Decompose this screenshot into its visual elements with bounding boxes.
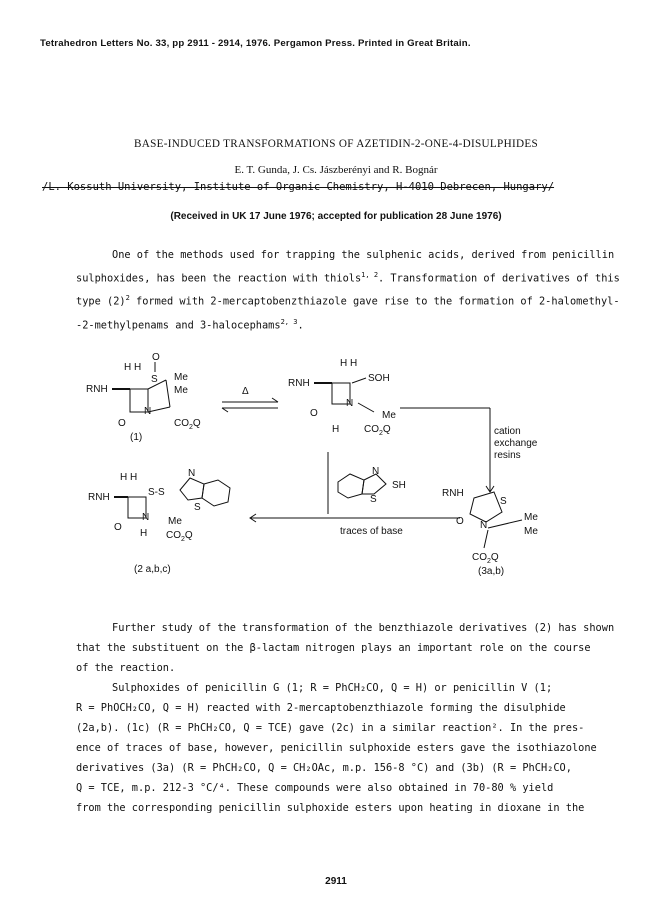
sh-label: SH — [392, 480, 406, 491]
arrow-label: traces of base — [340, 526, 403, 537]
co2q-label: $CO_2Q$ — [364, 424, 391, 437]
text-line: Q = TCE, m.p. 212-3 °C/⁴. These compounds were also obtained in 70-80 % yield — [76, 782, 554, 794]
paragraph-further-study — [76, 618, 615, 678]
svg-text:CO2Q — [174, 418, 201, 431]
text-line: that the substituent on the β-lactam nitrogen plays an important role on the course — [76, 642, 591, 654]
text-line: sulphoxides, has been the reaction with thiols$^{1, 2}$. Transformation of derivatives of this — [76, 271, 620, 285]
text-line: derivatives (3a) (R = PhCH₂CO, Q = CH₂OAc, m.p. 156-8 °C) and (3b) (R = PhCH₂CO, — [76, 762, 572, 774]
co2q-label: $CO_2Q$ — [174, 418, 201, 431]
me-label: Me — [174, 385, 188, 396]
s-label: S — [370, 494, 377, 505]
rnh-label: RNH — [86, 384, 108, 395]
rnh-label: RNH — [442, 488, 464, 499]
page-number: 2911 — [325, 876, 347, 887]
arrow-label-line: exchange — [494, 438, 538, 449]
paragraph-sulphoxides — [76, 678, 606, 818]
o-label: O — [152, 352, 160, 363]
h-h-label: H H — [340, 358, 358, 369]
n-label: N — [480, 520, 488, 531]
co2q-label: $CO_2Q$ — [166, 530, 193, 543]
text-line: R = PhOCH₂CO, Q = H) reacted with 2-mercaptobenzthiazole forming the disulphide — [76, 702, 566, 714]
n-label: N — [372, 466, 380, 477]
n-label: N — [144, 406, 152, 417]
soh-label: SOH — [368, 373, 390, 384]
text-line: of the reaction. — [76, 662, 176, 674]
author-list: E. T. Gunda, J. Cs. Jászberényi and R. Bognár — [234, 164, 438, 176]
me-label: Me — [524, 512, 538, 523]
n-label: N — [346, 398, 354, 409]
rnh-label: RNH — [288, 378, 310, 389]
o-label: O — [456, 516, 464, 527]
n-label: N — [142, 512, 150, 523]
h-h-label: H H — [120, 472, 138, 483]
sulphenic-acid-structure — [288, 358, 396, 437]
paragraph-intro — [76, 245, 620, 335]
me-label: Me — [382, 410, 396, 421]
n-label: N — [188, 468, 196, 479]
h-h-label: H H — [124, 362, 142, 373]
arrow-label-line: cation — [494, 426, 521, 437]
article-title: BASE-INDUCED TRANSFORMATIONS OF AZETIDIN-2-ONE-4-DISULPHIDES — [133, 138, 539, 150]
me-label: Me — [168, 516, 182, 527]
s-label: S — [151, 374, 158, 385]
text-line: -2-methylpenams and 3-halocephams$^{2, 3}$. — [76, 317, 304, 332]
compound-2-structure — [88, 468, 230, 575]
o-label: O — [114, 522, 122, 533]
text-line: Further study of the transformation of the benzthiazole derivatives (2) has shown — [112, 622, 615, 634]
equilibrium-arrow — [222, 386, 278, 412]
s-s-label: S-S — [148, 487, 165, 498]
arrow-label-line: resins — [494, 450, 521, 461]
compound-1-number: (1) — [130, 432, 143, 443]
s-label: S — [500, 496, 507, 507]
running-header: Tetrahedron Letters No. 33, pp 2911 - 2914, 1976. Pergamon Press. Printed in Great Britain. — [40, 38, 471, 49]
s-label: S — [194, 502, 201, 513]
affiliation: /L. Kossuth University, Institute of Organic Chemistry, H-4010 Debrecen, Hungary/ — [42, 181, 555, 193]
co2q-label: $CO_2Q$ — [472, 552, 499, 565]
received-date: (Received in UK 17 June 1976; accepted for publication 28 June 1976) — [170, 211, 502, 222]
base-arrow — [250, 452, 460, 537]
o-label: O — [118, 418, 126, 429]
rnh-label: RNH — [88, 492, 110, 503]
text-line: One of the methods used for trapping the sulphenic acids, derived from penicillin — [112, 249, 615, 261]
h-label: H — [140, 528, 148, 539]
compound-1-structure — [86, 352, 201, 443]
delta-label: Δ — [242, 386, 249, 397]
compound-2-number: (2 a,b,c) — [134, 564, 171, 575]
text-line: type $(2)^2$ formed with 2-mercaptobenzthiazole gave rise to the formation of 2-halomethyl- — [76, 294, 620, 308]
text-line: (2a,b). (1c) (R = PhCH₂CO, Q = TCE) gave (2c) in a similar reaction². In the pres- — [76, 722, 585, 734]
compound-3-structure — [442, 488, 538, 577]
text-line: Sulphoxides of penicillin G (1; R = PhCH₂CO, Q = H) or penicillin V (1; — [112, 682, 553, 694]
o-label: O — [310, 408, 318, 419]
text-line: ence of traces of base, however, penicillin sulphoxide esters gave the isothiazolone — [76, 742, 597, 754]
h-label: H — [332, 424, 340, 435]
text-line: from the corresponding penicillin sulphoxide esters upon heating in dioxane in the — [76, 802, 585, 814]
me-label: Me — [174, 372, 188, 383]
reaction-scheme — [70, 352, 610, 592]
me-label: Me — [524, 526, 538, 537]
compound-3-number: (3a,b) — [478, 566, 505, 577]
cation-exchange-arrow — [400, 408, 538, 492]
